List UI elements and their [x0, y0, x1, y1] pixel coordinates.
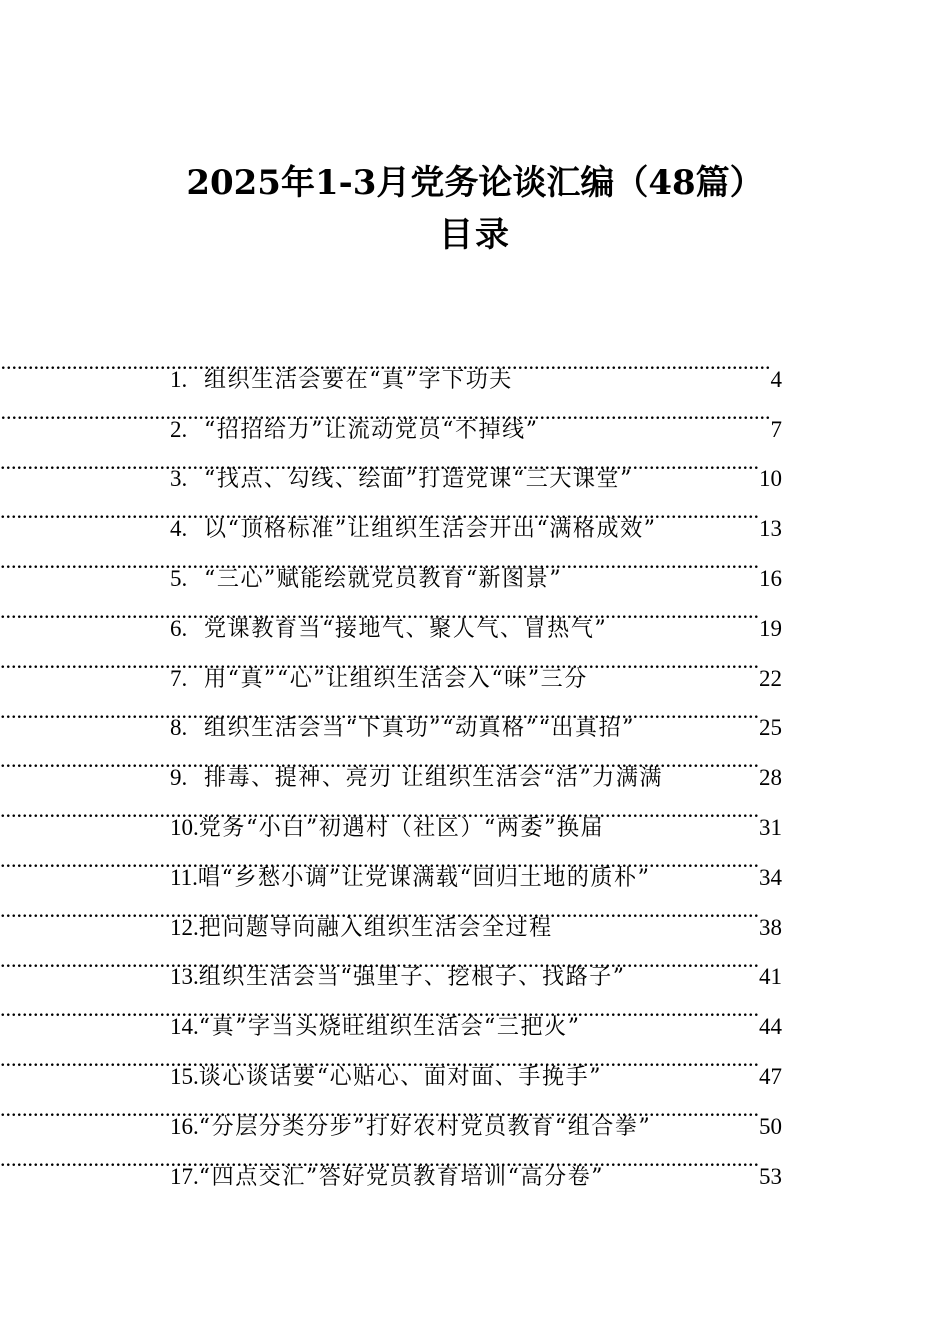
toc-heading: 目录 [439, 215, 511, 255]
toc-entry-title: “分层分类分步”打好农村党员教育“组合拳” [198, 1114, 652, 1140]
toc-entry-page-number: 13 [759, 516, 782, 542]
toc-entry-title: “真”字当头烧旺组织生活会“三把火” [198, 1015, 581, 1041]
toc-entry-page-number: 10 [759, 466, 782, 492]
toc-entry-page-number: 50 [759, 1113, 782, 1139]
toc-dot-leader [604, 1134, 759, 1184]
toc-entry-title: 组织生活会当“强里子、挖根子、找路子” [198, 965, 626, 991]
toc-entry-page-number: 44 [759, 1014, 782, 1040]
toc-entry-page-number: 25 [759, 715, 782, 741]
toc-entry[interactable] [170, 1084, 782, 1140]
toc-entry-number: 9. [170, 765, 188, 791]
toc-dot-leader [513, 337, 771, 387]
toc-dot-leader [607, 586, 759, 636]
toc-entry[interactable] [170, 636, 782, 692]
toc-entry[interactable] [170, 785, 782, 841]
toc-entry-title: 把问题导向融入组织生活会全过程 [198, 915, 553, 941]
toc-entry-number: 2. [170, 416, 188, 442]
toc-entry-page-number: 41 [759, 964, 782, 990]
toc-dot-leader [633, 437, 759, 487]
toc-entry[interactable] [170, 486, 782, 543]
toc-entry-title: 组织生活会要在“真”字下功夫 [204, 367, 513, 393]
toc-dot-leader [604, 785, 759, 835]
toc-entry-page-number: 31 [759, 814, 782, 840]
toc-dot-leader [553, 885, 759, 935]
toc-entry[interactable] [170, 387, 782, 443]
toc-entry-number: 13. [170, 964, 199, 990]
toc-dot-leader [602, 1034, 759, 1084]
toc-entry-title: 以“顶格标准”让组织生活会开出“满格成效” [204, 517, 657, 543]
toc-entry-page-number: 4 [770, 366, 782, 392]
toc-entry[interactable] [170, 735, 782, 792]
toc-entry[interactable] [170, 536, 782, 592]
toc-entry-number: 15. [170, 1063, 199, 1089]
toc-entry[interactable] [170, 586, 782, 642]
toc-entry-number: 7. [170, 665, 188, 691]
toc-entry[interactable] [170, 437, 782, 493]
toc-entry[interactable] [170, 984, 782, 1041]
toc-entry-number: 3. [170, 466, 188, 492]
toc-entry-title: “找点、勾线、绘面”打造党课“三大课堂” [204, 467, 633, 493]
toc-entry-number: 14. [170, 1014, 199, 1040]
toc-entry-number: 5. [170, 565, 188, 591]
toc-entry-page-number: 19 [759, 615, 782, 641]
toc-entry-title: “四点交汇”答好党员教育培训“高分卷” [198, 1164, 605, 1190]
toc-entry[interactable] [170, 935, 782, 991]
toc-entry-page-number: 47 [759, 1063, 782, 1089]
toc-entry-page-number: 34 [759, 864, 782, 890]
toc-entry-title: 谈心谈话要“心贴心、面对面、手挽手” [198, 1064, 603, 1090]
toc-dot-leader [626, 935, 759, 985]
toc-entry-page-number: 53 [759, 1163, 782, 1189]
toc-entry[interactable] [170, 1034, 782, 1090]
toc-entry-page-number: 7 [770, 416, 782, 442]
toc-entry-page-number: 28 [759, 765, 782, 791]
toc-entry-title: 排毒、提神、亮刃 让组织生活会“活”力满满 [204, 766, 664, 792]
toc-entry-number: 10. [170, 814, 199, 840]
toc-entry[interactable] [170, 686, 782, 742]
toc-entry-title: 组织生活会当“下真功”“动真格”“出真招” [204, 716, 636, 742]
toc-entry-title: “招招给力”让流动党员“不掉线” [204, 417, 539, 443]
toc-entry-title: 用“真”“心”让组织生活会入“味”三分 [204, 666, 588, 692]
toc-entry-title: 党课教育当“接地气、聚人气、冒热气” [204, 616, 608, 642]
toc-entry-number: 1. [170, 366, 188, 392]
toc-entry-number: 16. [170, 1113, 199, 1139]
toc-dot-leader [539, 387, 771, 437]
toc-dot-leader [635, 686, 759, 736]
toc-entry-number: 12. [170, 914, 199, 940]
toc-entry-number: 6. [170, 615, 188, 641]
toc-entry[interactable] [170, 885, 782, 941]
toc-dot-leader [651, 1084, 759, 1134]
document-title: 2025年1-3月党务论谈汇编（48篇） [186, 163, 764, 203]
toc-entry-number: 17. [170, 1163, 199, 1189]
toc-dot-leader [657, 486, 759, 536]
toc-entry-number: 4. [170, 516, 188, 542]
toc-entry-number: 8. [170, 715, 188, 741]
toc-dot-leader [663, 735, 759, 785]
toc-entry-title: 党务“小白”初遇村（社区）“两委”换届 [198, 815, 605, 841]
toc-entry[interactable] [170, 1134, 782, 1190]
toc-dot-leader [562, 536, 759, 586]
toc-entry-title: “三心”赋能绘就党员教育“新图景” [204, 566, 563, 592]
toc-entry[interactable] [170, 337, 782, 393]
toc-entry-page-number: 22 [759, 665, 782, 691]
toc-entry[interactable] [170, 835, 782, 891]
toc-entry-page-number: 16 [759, 565, 782, 591]
toc-entry-title: 唱“乡愁小调”让党课满载“回归土地的质朴” [197, 865, 651, 891]
toc-dot-leader [651, 835, 760, 885]
toc-entry-page-number: 38 [759, 914, 782, 940]
toc-entry-number: 11. [170, 864, 198, 890]
table-of-contents [170, 337, 782, 1190]
toc-dot-leader [581, 984, 759, 1034]
toc-dot-leader [588, 636, 759, 686]
